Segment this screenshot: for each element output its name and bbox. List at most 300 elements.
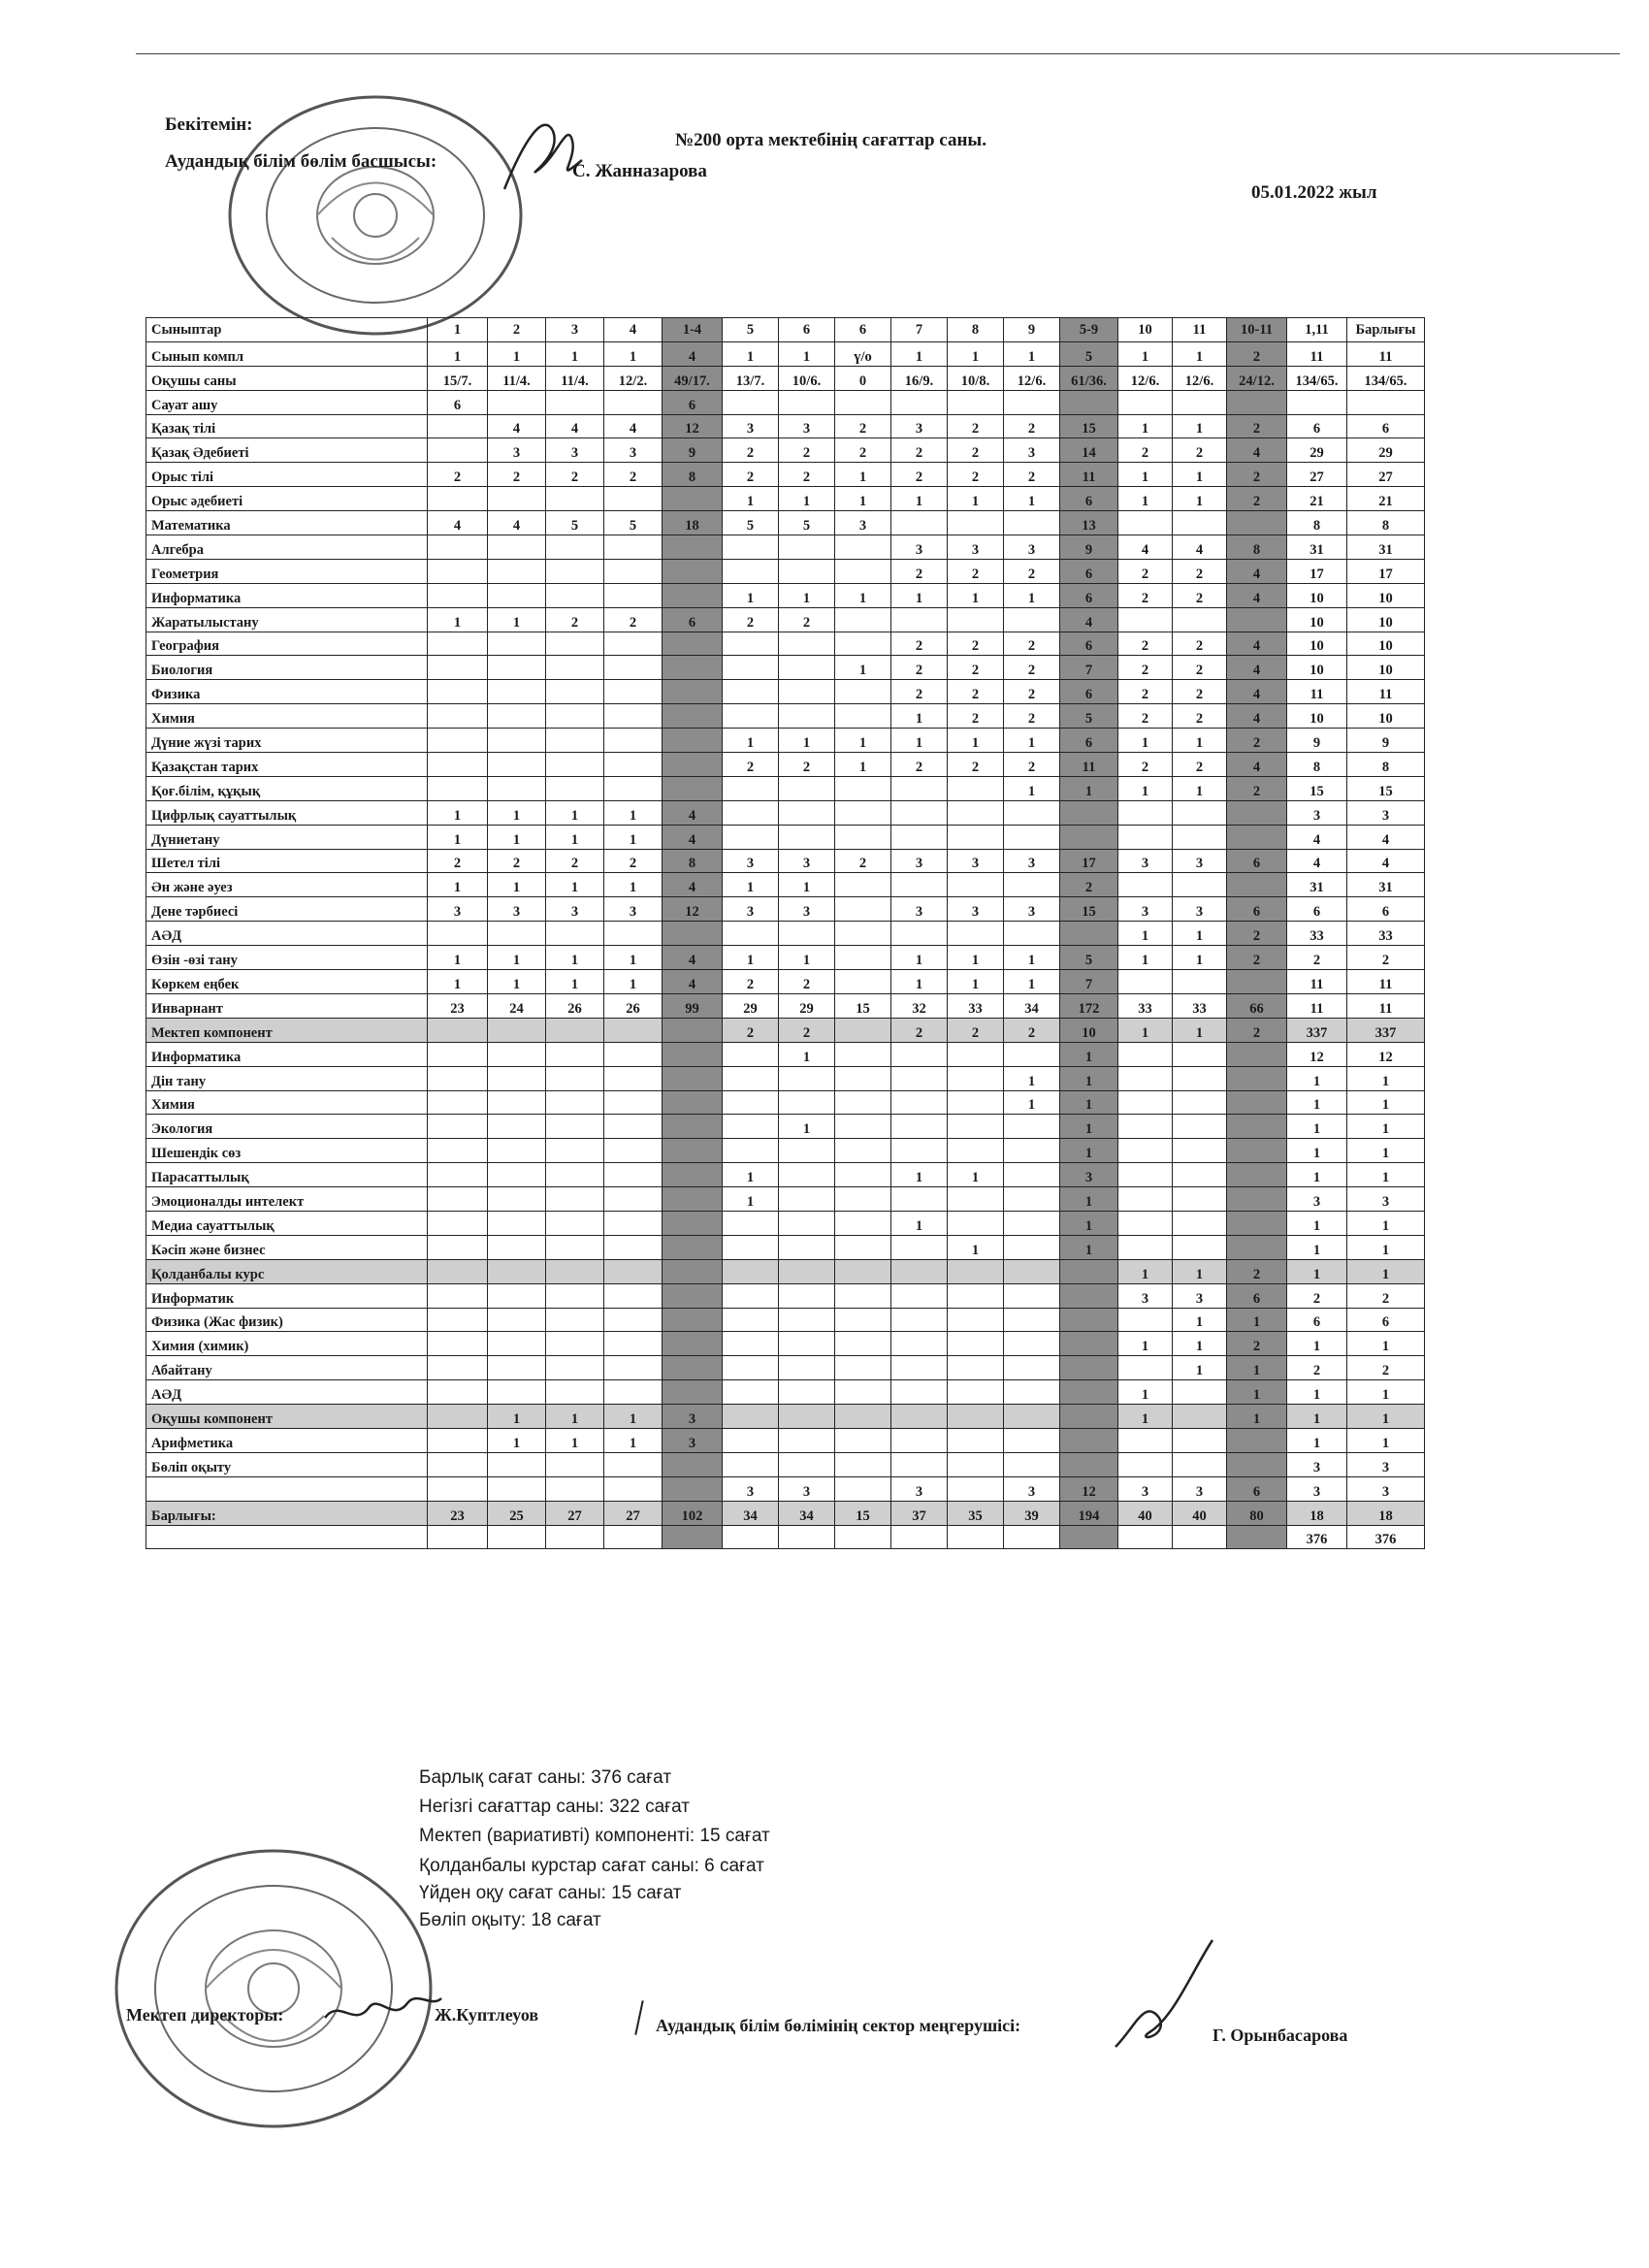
- subject-cell: Информатика: [146, 1042, 428, 1066]
- hours-cell: 9: [1347, 729, 1425, 753]
- hours-cell: 1: [891, 970, 948, 994]
- hours-cell: 1: [1173, 776, 1227, 800]
- table-row: [146, 487, 1425, 511]
- hours-cell: 8: [1347, 753, 1425, 777]
- hours-cell: 1: [891, 487, 948, 511]
- hours-cell: 1: [1347, 1235, 1425, 1259]
- hours-cell: 23: [428, 1501, 488, 1525]
- hours-cell: 18: [663, 511, 723, 535]
- hours-cell: [779, 776, 835, 800]
- hours-cell: [723, 656, 779, 680]
- hours-cell: [428, 922, 488, 946]
- hours-cell: [428, 1187, 488, 1212]
- hours-cell: 3: [488, 438, 546, 463]
- hours-cell: 3: [1173, 1283, 1227, 1308]
- hours-cell: 1: [779, 946, 835, 970]
- hours-cell: [488, 656, 546, 680]
- hours-cell: [604, 1308, 663, 1332]
- hours-cell: [428, 1308, 488, 1332]
- hours-cell: 1: [1347, 1259, 1425, 1283]
- hours-cell: [1060, 1308, 1118, 1332]
- subject-cell: Экология: [146, 1115, 428, 1139]
- hours-cell: [1227, 1428, 1287, 1452]
- hours-cell: [948, 1332, 1004, 1356]
- hours-cell: [835, 1283, 891, 1308]
- hours-cell: [835, 1405, 891, 1429]
- hours-cell: [488, 535, 546, 560]
- table-row: [146, 1501, 1425, 1525]
- hours-cell: [1118, 390, 1173, 414]
- hours-cell: 1: [1173, 414, 1227, 438]
- subject-cell: Информатика: [146, 583, 428, 607]
- hours-cell: 29: [779, 993, 835, 1018]
- hours-cell: [948, 825, 1004, 849]
- hours-cell: 3: [1347, 800, 1425, 825]
- hours-cell: 15: [1347, 776, 1425, 800]
- hours-cell: [1227, 825, 1287, 849]
- column-header: 5: [723, 318, 779, 342]
- hours-cell: [891, 1405, 948, 1429]
- hours-cell: 6: [1347, 1308, 1425, 1332]
- hours-cell: 6: [1060, 729, 1118, 753]
- hours-cell: [428, 559, 488, 583]
- hours-cell: 2: [488, 463, 546, 487]
- hours-cell: 1: [1173, 1259, 1227, 1283]
- hours-cell: 25: [488, 1501, 546, 1525]
- hours-cell: 2: [1004, 680, 1060, 704]
- hours-cell: 2: [1004, 414, 1060, 438]
- hours-cell: [663, 1235, 723, 1259]
- hours-cell: [1004, 922, 1060, 946]
- hours-cell: 1: [779, 1115, 835, 1139]
- table-row: [146, 680, 1425, 704]
- hours-cell: 3: [604, 438, 663, 463]
- hours-cell: 2: [948, 753, 1004, 777]
- hours-cell: [488, 1163, 546, 1187]
- hours-cell: 12: [663, 414, 723, 438]
- hours-cell: [723, 1308, 779, 1332]
- table-row: [146, 1259, 1425, 1283]
- director-label: Мектеп директоры:: [126, 2005, 284, 2025]
- hours-cell: 2: [835, 849, 891, 873]
- hours-cell: 1: [1347, 1090, 1425, 1115]
- hours-cell: 12: [1347, 1042, 1425, 1066]
- hours-cell: [891, 1066, 948, 1090]
- hours-cell: 1: [1118, 1259, 1173, 1283]
- hours-cell: [546, 704, 604, 729]
- hours-cell: [1118, 1090, 1173, 1115]
- hours-cell: [723, 1525, 779, 1549]
- hours-cell: 1: [1287, 1332, 1347, 1356]
- hours-cell: [546, 776, 604, 800]
- hours-cell: 5: [546, 511, 604, 535]
- hours-cell: [1118, 1452, 1173, 1476]
- hours-cell: [1173, 1115, 1227, 1139]
- hours-cell: 1: [488, 1428, 546, 1452]
- hours-cell: [1173, 1211, 1227, 1235]
- hours-cell: 10: [1347, 704, 1425, 729]
- subject-cell: Шетел тілі: [146, 849, 428, 873]
- hours-cell: [546, 583, 604, 607]
- subject-cell: Парасаттылық: [146, 1163, 428, 1187]
- hours-cell: 3: [1347, 1452, 1425, 1476]
- hours-cell: [835, 800, 891, 825]
- hours-cell: 1: [1060, 1115, 1118, 1139]
- hours-cell: 1: [1227, 1405, 1287, 1429]
- hours-cell: [835, 559, 891, 583]
- hours-cell: 4: [1227, 753, 1287, 777]
- column-header: 4: [604, 318, 663, 342]
- hours-cell: 2: [1004, 704, 1060, 729]
- hours-cell: 1: [428, 873, 488, 897]
- hours-cell: 1: [1227, 1380, 1287, 1405]
- hours-cell: [723, 1235, 779, 1259]
- hours-cell: [835, 1452, 891, 1476]
- hours-cell: 2: [604, 607, 663, 632]
- hours-cell: 6: [428, 390, 488, 414]
- hours-cell: [1227, 800, 1287, 825]
- hours-cell: [546, 656, 604, 680]
- hours-cell: [891, 1428, 948, 1452]
- subject-cell: АӘД: [146, 922, 428, 946]
- hours-cell: [891, 1308, 948, 1332]
- hours-cell: 3: [891, 897, 948, 922]
- hours-cell: 12/6.: [1118, 366, 1173, 390]
- hours-cell: 12/6.: [1004, 366, 1060, 390]
- hours-cell: 3: [1287, 1476, 1347, 1501]
- hours-cell: [488, 680, 546, 704]
- hours-cell: [1004, 390, 1060, 414]
- hours-cell: [663, 1066, 723, 1090]
- hours-cell: 3: [1118, 1476, 1173, 1501]
- hours-cell: [1173, 607, 1227, 632]
- hours-cell: [663, 1476, 723, 1501]
- hours-cell: 1: [835, 487, 891, 511]
- hours-cell: [546, 1235, 604, 1259]
- hours-cell: 2: [948, 632, 1004, 656]
- hours-cell: [428, 753, 488, 777]
- hours-cell: 1: [1173, 463, 1227, 487]
- table-row: [146, 1452, 1425, 1476]
- hours-cell: [663, 583, 723, 607]
- hours-cell: 2: [1118, 656, 1173, 680]
- hours-cell: [488, 1476, 546, 1501]
- hours-cell: 4: [663, 800, 723, 825]
- hours-cell: [1004, 1380, 1060, 1405]
- hours-cell: [488, 729, 546, 753]
- hours-cell: [835, 607, 891, 632]
- hours-cell: 1: [488, 946, 546, 970]
- hours-cell: [723, 390, 779, 414]
- hours-cell: 6: [1287, 897, 1347, 922]
- hours-cell: 2: [1118, 438, 1173, 463]
- hours-cell: 11: [1347, 993, 1425, 1018]
- subject-cell: Химия (химик): [146, 1332, 428, 1356]
- hours-cell: 29: [1287, 438, 1347, 463]
- hours-cell: 2: [835, 414, 891, 438]
- hours-cell: [779, 1090, 835, 1115]
- table-row: [146, 1066, 1425, 1090]
- hours-cell: [723, 922, 779, 946]
- subject-cell: Оқушы компонент: [146, 1405, 428, 1429]
- hours-cell: 1: [891, 1163, 948, 1187]
- hours-cell: 2: [428, 463, 488, 487]
- hours-cell: 1: [546, 873, 604, 897]
- hours-cell: 26: [604, 993, 663, 1018]
- table-row: [146, 970, 1425, 994]
- hours-cell: [1227, 1211, 1287, 1235]
- hours-cell: [546, 680, 604, 704]
- hours-cell: 2: [779, 1018, 835, 1042]
- hours-cell: [663, 1115, 723, 1139]
- table-row: [146, 776, 1425, 800]
- hours-cell: 2: [835, 438, 891, 463]
- hours-cell: [1173, 1428, 1227, 1452]
- hours-cell: [1118, 1308, 1173, 1332]
- hours-cell: [1173, 1066, 1227, 1090]
- hours-cell: [948, 1380, 1004, 1405]
- hours-cell: [1227, 1042, 1287, 1066]
- table-row: [146, 704, 1425, 729]
- hours-cell: 33: [1118, 993, 1173, 1018]
- hours-cell: [1060, 825, 1118, 849]
- hours-cell: [546, 1211, 604, 1235]
- subject-cell: Қазақстан тарих: [146, 753, 428, 777]
- hours-cell: 21: [1287, 487, 1347, 511]
- hours-cell: 11: [1060, 753, 1118, 777]
- hours-cell: 1: [604, 946, 663, 970]
- hours-cell: 3: [723, 1476, 779, 1501]
- hours-cell: [546, 1139, 604, 1163]
- hours-cell: [604, 390, 663, 414]
- hours-cell: 2: [723, 753, 779, 777]
- hours-cell: [1173, 800, 1227, 825]
- hours-cell: 34: [779, 1501, 835, 1525]
- hours-cell: [1173, 1525, 1227, 1549]
- hours-cell: 1: [948, 946, 1004, 970]
- hours-cell: [1227, 873, 1287, 897]
- hours-cell: 11: [1060, 463, 1118, 487]
- hours-cell: 4: [1227, 680, 1287, 704]
- table-row: [146, 607, 1425, 632]
- subject-cell: Оқушы саны: [146, 366, 428, 390]
- hours-cell: 1: [948, 487, 1004, 511]
- hours-cell: [488, 1308, 546, 1332]
- hours-cell: [835, 1332, 891, 1356]
- hours-cell: 6: [1347, 414, 1425, 438]
- hours-cell: 2: [948, 559, 1004, 583]
- hours-cell: 1: [546, 946, 604, 970]
- table-row: [146, 656, 1425, 680]
- hours-cell: 1: [1004, 341, 1060, 366]
- hours-cell: 3: [663, 1405, 723, 1429]
- hours-cell: [835, 1066, 891, 1090]
- hours-cell: [1060, 1525, 1118, 1549]
- hours-cell: [835, 1428, 891, 1452]
- hours-cell: [1173, 390, 1227, 414]
- hours-cell: [663, 1308, 723, 1332]
- table-row: [146, 1380, 1425, 1405]
- hours-cell: 3: [891, 414, 948, 438]
- table-row: [146, 753, 1425, 777]
- hours-cell: 1: [604, 825, 663, 849]
- hours-cell: [891, 1525, 948, 1549]
- hours-cell: 2: [1227, 1259, 1287, 1283]
- hours-cell: [891, 390, 948, 414]
- column-header: 2: [488, 318, 546, 342]
- hours-cell: [663, 776, 723, 800]
- hours-cell: [1118, 873, 1173, 897]
- hours-cell: 1: [1004, 729, 1060, 753]
- hours-cell: 1: [1347, 1380, 1425, 1405]
- hours-cell: 1: [948, 729, 1004, 753]
- hours-cell: 17: [1287, 559, 1347, 583]
- hours-cell: [948, 1356, 1004, 1380]
- hours-cell: [835, 680, 891, 704]
- hours-cell: [1173, 1452, 1227, 1476]
- hours-cell: 12/2.: [604, 366, 663, 390]
- table-row: [146, 800, 1425, 825]
- hours-cell: 2: [1004, 632, 1060, 656]
- hours-cell: [1060, 1332, 1118, 1356]
- hours-cell: [604, 1163, 663, 1187]
- hours-cell: 1: [891, 583, 948, 607]
- hours-cell: 1: [1118, 922, 1173, 946]
- hours-cell: [488, 1525, 546, 1549]
- hours-cell: 1: [1060, 1211, 1118, 1235]
- hours-cell: [779, 704, 835, 729]
- hours-cell: 2: [1173, 704, 1227, 729]
- subject-cell: Дүние жүзі тарих: [146, 729, 428, 753]
- hours-cell: 6: [1060, 680, 1118, 704]
- hours-cell: [779, 656, 835, 680]
- hours-cell: 2: [948, 704, 1004, 729]
- hours-cell: [428, 1066, 488, 1090]
- hours-cell: 10: [1347, 607, 1425, 632]
- hours-cell: 2: [1060, 873, 1118, 897]
- hours-cell: [779, 1235, 835, 1259]
- hours-cell: [948, 1428, 1004, 1452]
- hours-cell: [546, 1308, 604, 1332]
- hours-cell: [723, 1380, 779, 1405]
- hours-cell: 33: [1347, 922, 1425, 946]
- hours-cell: 11/4.: [488, 366, 546, 390]
- hours-cell: 1: [1227, 1356, 1287, 1380]
- hours-cell: [604, 776, 663, 800]
- hours-cell: 8: [663, 849, 723, 873]
- hours-cell: 3: [779, 849, 835, 873]
- hours-cell: 5: [779, 511, 835, 535]
- hours-cell: [835, 1187, 891, 1212]
- hours-cell: 3: [1004, 897, 1060, 922]
- table-row: [146, 1428, 1425, 1452]
- hours-cell: 11/4.: [546, 366, 604, 390]
- hours-cell: 2: [1227, 463, 1287, 487]
- hours-cell: 4: [1227, 632, 1287, 656]
- hours-cell: 3: [891, 535, 948, 560]
- table-row: [146, 1332, 1425, 1356]
- hours-cell: 2: [1118, 583, 1173, 607]
- hours-cell: [428, 438, 488, 463]
- hours-cell: 1: [1347, 1405, 1425, 1429]
- hours-cell: 10: [1347, 656, 1425, 680]
- hours-cell: 1: [1004, 1066, 1060, 1090]
- hours-cell: 1: [948, 1163, 1004, 1187]
- hours-cell: 1: [723, 487, 779, 511]
- table-row: [146, 1163, 1425, 1187]
- hours-cell: 1: [488, 825, 546, 849]
- hours-cell: [1060, 1283, 1118, 1308]
- hours-cell: 2: [1118, 753, 1173, 777]
- hours-cell: 1: [835, 463, 891, 487]
- column-header: Сыныптар: [146, 318, 428, 342]
- hours-cell: 27: [546, 1501, 604, 1525]
- hours-cell: 2: [1227, 1018, 1287, 1042]
- hours-cell: [604, 1187, 663, 1212]
- hours-cell: 3: [546, 438, 604, 463]
- hours-cell: 2: [1173, 753, 1227, 777]
- hours-cell: 337: [1347, 1018, 1425, 1042]
- hours-cell: [428, 729, 488, 753]
- hours-cell: 3: [835, 511, 891, 535]
- hours-cell: 10: [1287, 656, 1347, 680]
- hours-cell: 18: [1347, 1501, 1425, 1525]
- hours-cell: 3: [779, 897, 835, 922]
- column-header: 1-4: [663, 318, 723, 342]
- hours-cell: 4: [1060, 607, 1118, 632]
- hours-cell: [488, 390, 546, 414]
- hours-cell: 3: [891, 849, 948, 873]
- hours-cell: [1004, 873, 1060, 897]
- hours-cell: [891, 1235, 948, 1259]
- hours-cell: 1: [1347, 1428, 1425, 1452]
- hours-cell: [1173, 1139, 1227, 1163]
- subject-cell: Дене тәрбиесі: [146, 897, 428, 922]
- hours-cell: [428, 632, 488, 656]
- hours-cell: [428, 656, 488, 680]
- hours-cell: 5: [1060, 704, 1118, 729]
- hours-cell: [779, 1356, 835, 1380]
- hours-cell: 1: [1287, 1066, 1347, 1090]
- hours-cell: [723, 1283, 779, 1308]
- column-header: 1,11: [1287, 318, 1347, 342]
- hours-cell: 1: [1060, 1187, 1118, 1212]
- hours-cell: 1: [948, 341, 1004, 366]
- subject-cell: Инварнант: [146, 993, 428, 1018]
- hours-cell: 35: [948, 1501, 1004, 1525]
- hours-cell: 1: [723, 583, 779, 607]
- hours-cell: [1004, 1187, 1060, 1212]
- hours-cell: [546, 1332, 604, 1356]
- hours-cell: [1227, 1525, 1287, 1549]
- hours-cell: 2: [1173, 656, 1227, 680]
- hours-cell: 4: [1287, 825, 1347, 849]
- hours-cell: [835, 897, 891, 922]
- subject-cell: Арифметика: [146, 1428, 428, 1452]
- hours-cell: [948, 1476, 1004, 1501]
- hours-cell: [1173, 1187, 1227, 1212]
- hours-cell: 2: [1227, 729, 1287, 753]
- table-row: [146, 1476, 1425, 1501]
- hours-cell: 2: [779, 463, 835, 487]
- hours-cell: [723, 1259, 779, 1283]
- table-row: [146, 390, 1425, 414]
- hours-cell: 2: [1118, 680, 1173, 704]
- hours-cell: 99: [663, 993, 723, 1018]
- hours-cell: 15: [835, 1501, 891, 1525]
- hours-cell: 3: [663, 1428, 723, 1452]
- hours-cell: 32: [891, 993, 948, 1018]
